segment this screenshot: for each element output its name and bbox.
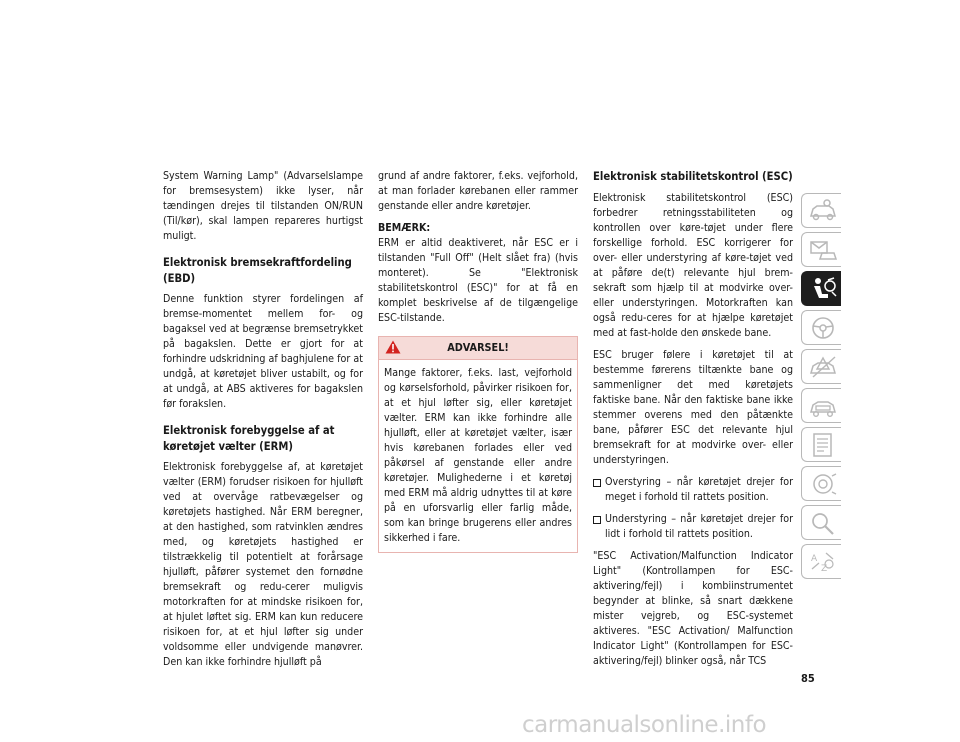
tab-car-service[interactable] [801, 388, 841, 423]
specs-list-icon [808, 432, 838, 458]
tab-airbag-seat[interactable] [801, 271, 841, 306]
paragraph-esc-sensors: ESC bruger følere i køretøjet til at bestemme førerens tiltænkte bane og sammenligner det med køretøjets faktiske bane. Når den faktiske bane ikke stemmer overens med den påtænkte bane, påfører ESC det relevante hjul bremsekraft for at modvirke over- eller understyringen. [593, 348, 793, 466]
tab-multimedia[interactable] [801, 466, 841, 501]
multimedia-icon [808, 471, 838, 497]
tab-car-key[interactable] [801, 193, 841, 228]
column-left [163, 169, 363, 677]
tab-car-warning[interactable] [801, 349, 841, 384]
svg-text:Z: Z [821, 564, 828, 574]
column-middle [378, 169, 578, 553]
tab-language[interactable] [801, 544, 841, 579]
watermark: carmanualsonline.info [522, 712, 767, 738]
car-warning-icon [808, 354, 838, 380]
paragraph-erm: Elektronisk forebyggelse af, at køretøjet vælter (ERM) forudser risikoen for hjulløft ved at overvåge ratbevægelser og køretøjets hastighed. Når ERM beregner, at den hastighed, som ratvinklen ændres med, og køretøjets hastighed er tilstrækkelig til potentielt at forårsage hjulløft, påfører systemet den fornødne bremsekraft og redu-cerer muligvis motorkraften for at mindske risikoen for, at hjulet løftet sig. ERM kan kun reducere risikoen for, at et hjul løfter sig under voldsomme eller undvigende manøvrer. Den kan ikke forhindre hjulløft på [163, 461, 363, 668]
airbag-seat-icon [808, 276, 838, 302]
tab-steering-wheel[interactable] [801, 310, 841, 345]
column-right [593, 169, 793, 676]
warning-text: Mange faktorer, f.eks. last, vejforhold og kørselsforhold, påvirker risikoen for, at et hjul løfter sig, eller køretøjet vælter. ERM kan ikke forhindre alle hjulløft, eller at køretøjet vælter, især hvis kørebanen forlades eller ved påkørsel af genstande eller andre køretøjer. Mulighederne i et køretøj med ERM må aldrig udnyttes til at køre på en uforsvarlig eller farlig måde, som kan bringe brugerens eller andres sikkerhed i fare. [384, 367, 572, 544]
tab-specs-list[interactable] [801, 427, 841, 462]
heading-ebd: Elektronisk bremsekraftfordeling (EBD) [163, 256, 352, 285]
svg-text:A: A [811, 554, 818, 564]
checkbox-bullet-icon [593, 516, 601, 524]
paragraph-esc-intro: Elektronisk stabilitetskontrol (ESC) forbedrer retningsstabiliteten og kontrollen over køre-tøjet under flere forskellige forhold. ESC korrigerer for over- eller understyring af køre-tøjet ved at påføre de(t) relevante hjul brem-sekraft som hjælp til at modvirke over- eller understyringen. Motorkraften kan også redu-ceres for at hjælpe køretøjet med at fast-holde den ønskede bane. [593, 191, 793, 339]
steering-list [593, 475, 793, 542]
paragraph-erm-continued: grund af andre faktorer, f.eks. vejforhold, at man forlader kørebanen eller rammer genstande eller andre køretøjer. [378, 170, 578, 212]
search-icon [808, 510, 838, 536]
paragraph-ebd: Denne funktion styrer fordelingen af bremse-momentet mellem for- og bagaksel ved at begrænse bremsetrykket på bagakslen. Dette er gjort for at forhindre udskridning af baghjulene for at undgå, at køretøjet bliver ustabilt, og for at undgå, at ABS aktiveres for bagakslen før forakslen. [163, 293, 363, 410]
paragraph-brake-lamp: System Warning Lamp" (Advarselslampe for bremsesystem) ikke lyser, når tændingen drejes til tilstanden ON/RUN (Til/kør), skal lampen repareres hurtigst muligt. [163, 170, 363, 242]
list-item: Understyring – når køretøjet drejer for lidt i forhold til rattets position. [593, 512, 793, 542]
note-label: BEMÆRK: [378, 222, 431, 234]
tab-search[interactable] [801, 505, 841, 540]
tab-car-envelope[interactable] [801, 232, 841, 267]
paragraph-esc-indicator: "ESC Activation/Malfunction Indicator Light" (Kontrollampen for ESC-aktivering/fejl) i kombiinstrumentet begynder at blinke, så snart dækkene mister vejgreb, og ESC-systemet aktiveres. "ESC Activation/ Malfunction Indicator Light" (Kontrollampen for ESC-aktivering/fejl) blinker også, når TCS [593, 549, 793, 667]
heading-erm: Elektronisk forebyggelse af at køretøjet vælter (ERM) [163, 424, 335, 453]
warning-box [378, 336, 578, 553]
list-item: Overstyring – når køretøjet drejer for meget i forhold til rattets position. [593, 475, 793, 505]
warning-title: ADVARSEL! [447, 341, 509, 354]
car-envelope-icon [808, 237, 838, 263]
checkbox-bullet-icon [593, 479, 601, 487]
note [378, 221, 578, 326]
warning-body [379, 360, 577, 552]
heading-esc: Elektronisk stabilitetskontrol (ESC) [593, 170, 793, 183]
steering-wheel-icon [808, 315, 838, 341]
car-key-icon [808, 198, 838, 224]
note-text: ERM er altid deaktiveret, når ESC er i tilstanden "Full Off" (Helt slået fra) (hvis monteret). Se "Elektronisk stabilitetskontrol (ESC)" for at få en komplet beskrivelse af de tilgængelige ESC-tilstande. [378, 237, 578, 324]
language-icon [808, 549, 838, 575]
page-number: 85 [801, 672, 815, 685]
car-service-icon [808, 393, 838, 419]
warning-header [379, 337, 577, 360]
